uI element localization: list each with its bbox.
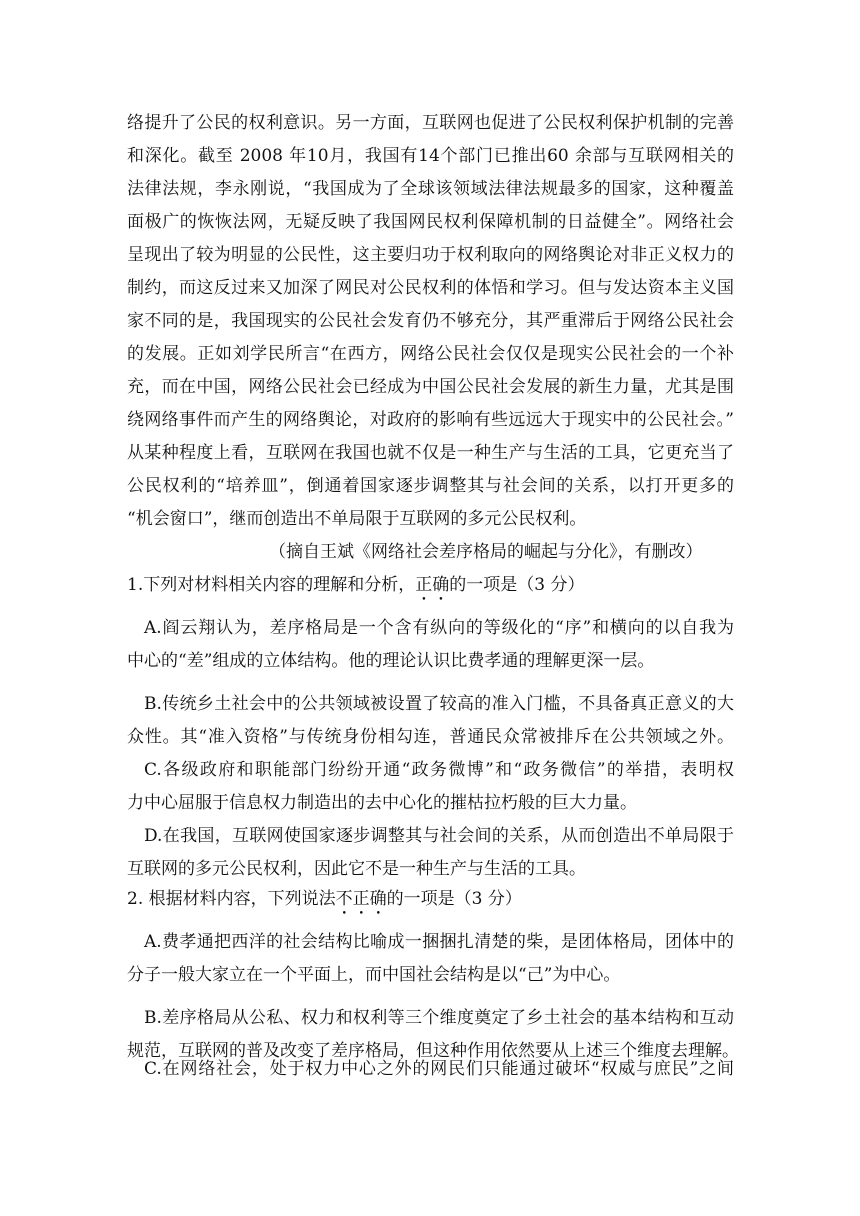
- option-a-cont: 分子一般大家立在一个平面上，而中国社会结构是以“己”为中心。: [127, 965, 621, 985]
- question-stem-text: 的一项是（3 分）: [449, 575, 585, 595]
- option-b-cont: 规范，互联网的普及改变了差序格局，但这种作用依然要从上述三个维度去理解。: [127, 1041, 739, 1061]
- passage-line: 和深化。截至 2008 年10月，我国有14个部门已推出60 余部与互联网相关的: [127, 146, 734, 166]
- option-b-cont: 众性。其“准入资格”与传统身份相勾连，普通民众常被排斥在公共领域之外。: [127, 727, 734, 747]
- passage-line: 法律法规，李永刚说，“我国成为了全球该领域法律法规最多的国家，这种覆盖: [127, 179, 734, 199]
- passage-line: 绕网络事件而产生的网络舆论，对政府的影响有些远远大于现实中的公民社会。”: [127, 410, 734, 430]
- passage-line: 的发展。正如刘学民所言“在西方，网络公民社会仅仅是现实公民社会的一个补: [127, 344, 734, 364]
- option-c: C.在网络社会，处于权力中心之外的网民们只能通过破坏“权威与庶民”之间: [144, 1059, 734, 1079]
- passage-line: 呈现出了较为明显的公民性，这主要归功于权利取向的网络舆论对非正义权力的: [127, 245, 734, 265]
- option-b: B.差序格局从公私、权力和权利等三个维度奠定了乡土社会的基本结构和互动: [144, 1008, 734, 1028]
- passage-line: 家不同的是，我国现实的公民社会发育仍不够充分，其严重滞后于网络公民社会: [127, 311, 734, 331]
- question-2-stem: [127, 888, 734, 910]
- source-citation: （摘自王斌《网络社会差序格局的崛起与分化》，有删改）: [269, 542, 703, 562]
- passage-line: “机会窗口”，继而创造出不单局限于互联网的多元公民权利。: [127, 509, 587, 529]
- option-c-cont: 力中心屈服于信息权力制造出的去中心化的摧枯拉朽般的巨大力量。: [127, 793, 637, 813]
- passage-line: 充，而在中国，网络公民社会已经成为中国公民社会发展的新生力量，尤其是围: [127, 377, 734, 397]
- passage-line: 制约，而这反过来又加深了网民对公民权利的体悟和学习。但与发达资本主义国: [127, 278, 734, 298]
- option-d: D.在我国，互联网使国家逐步调整其与社会间的关系，从而创造出不单局限于: [144, 826, 734, 846]
- emphasis-word: 不正确: [335, 889, 387, 909]
- emphasis-word: 正确: [415, 575, 450, 595]
- question-1-stem: [127, 574, 734, 596]
- option-a: A.阎云翔认为，差序格局是一个含有纵向的等级化的“序”和横向的以自我为: [144, 618, 734, 638]
- option-a: A.费孝通把西洋的社会结构比喻成一捆捆扎清楚的柴，是团体格局，团体中的: [144, 932, 734, 952]
- option-b: B.传统乡土社会中的公共领域被设置了较高的准入门槛，不具备真正意义的大: [144, 694, 734, 714]
- question-stem-text: 2. 根据材料内容，下列说法: [127, 889, 336, 909]
- question-stem-text: 的一项是（3 分）: [386, 889, 522, 909]
- passage-line: 公民权利的“培养皿”，倒通着国家逐步调整其与社会间的关系，以打开更多的: [127, 476, 734, 496]
- question-stem-text: 1.下列对材料相关内容的理解和分析，: [127, 575, 416, 595]
- option-d-cont: 互联网的多元公民权利，因此它不是一种生产与生活的工具。: [127, 859, 586, 879]
- passage-line: 从某种程度上看，互联网在我国也就不仅是一种生产与生活的工具，它更充当了: [127, 443, 734, 463]
- option-a-cont: 中心的“差”组成的立体结构。他的理论认识比费孝通的理解更深一层。: [127, 651, 655, 671]
- option-c: C.各级政府和职能部门纷纷开通“政务微博”和“政务微信”的举措，表明权: [144, 760, 734, 780]
- passage-line: 面极广的恢恢法网，无疑反映了我国网民权利保障机制的日益健全”。网络社会: [127, 212, 734, 232]
- passage-line: 络提升了公民的权利意识。另一方面，互联网也促进了公民权利保护机制的完善: [127, 113, 734, 133]
